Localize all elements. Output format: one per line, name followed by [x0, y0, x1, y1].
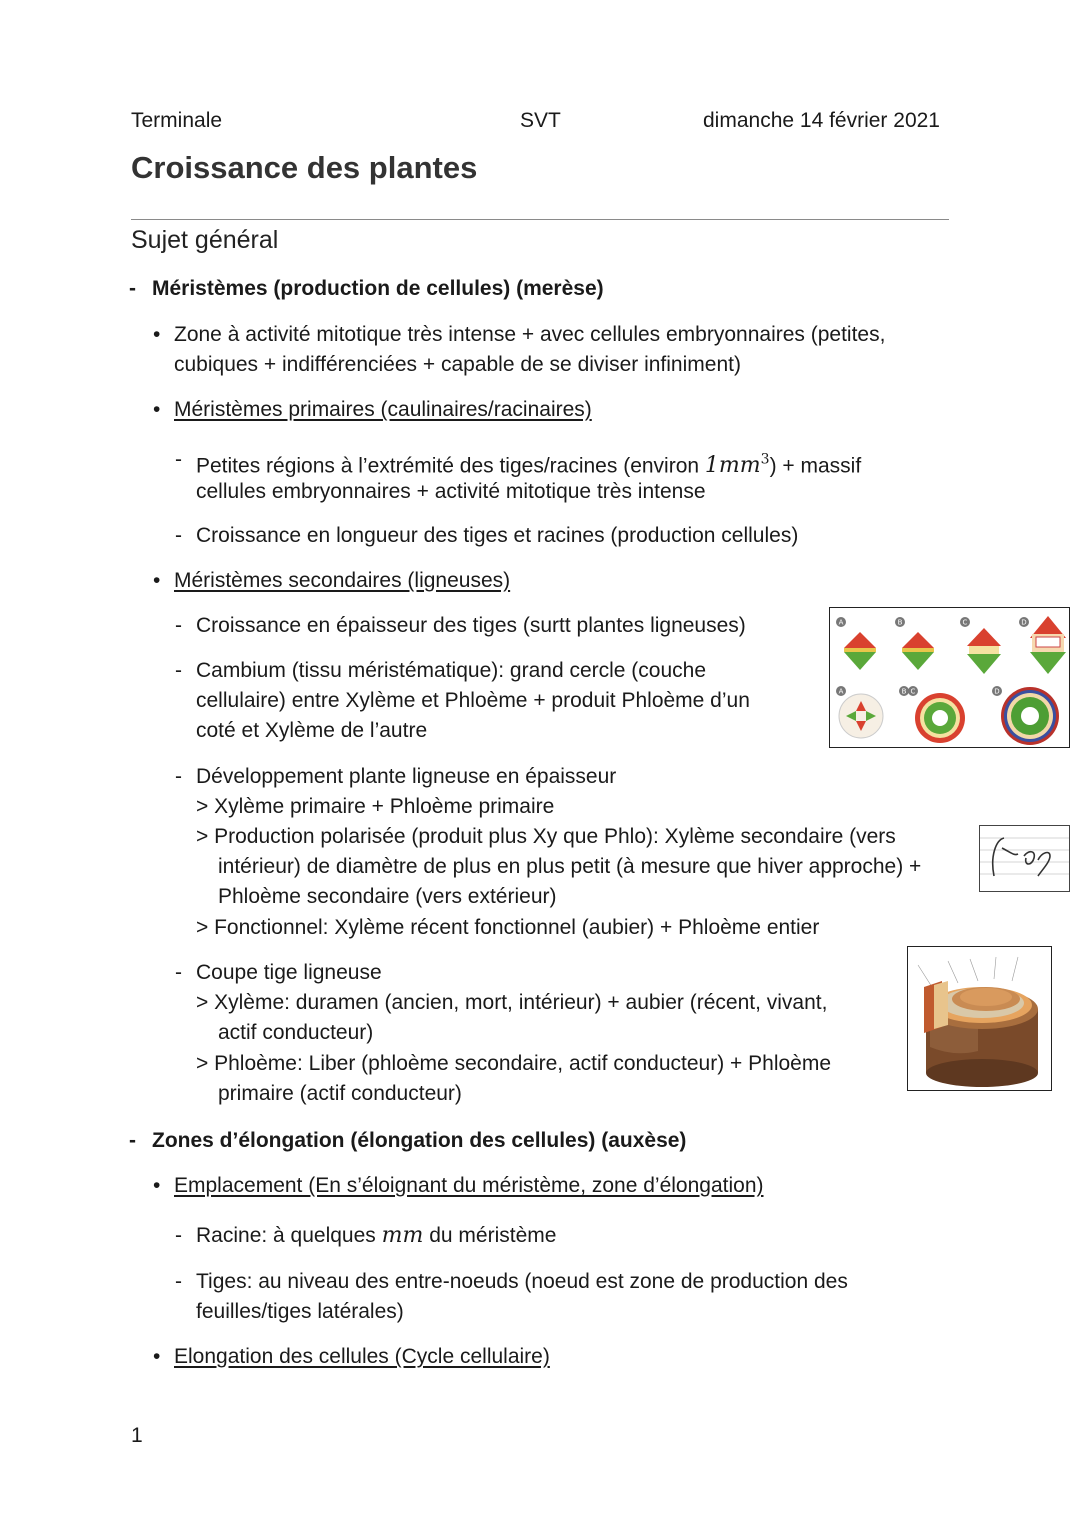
woody-stem-illustration — [908, 947, 1051, 1090]
cambium-diagram-figure — [829, 607, 1070, 748]
secondaires-item3-line2: > Xylème primaire + Phloème primaire — [196, 795, 555, 818]
primaires-item1-line2: cellules embryonnaires + activité mitotique très intense — [196, 480, 706, 503]
handwritten-signature — [980, 826, 1069, 891]
dash-marker: - — [175, 1224, 182, 1247]
emplacement-heading: Emplacement (En s’éloignant du méristème, zone d’élongation) — [174, 1174, 764, 1197]
bullet-marker: • — [153, 398, 161, 421]
bullet-marker: • — [153, 569, 161, 592]
section1-heading: Méristèmes (production de cellules) (merèse) — [152, 277, 604, 300]
signature-figure — [979, 825, 1070, 892]
emplacement-item2-line2: feuilles/tiges latérales) — [196, 1300, 404, 1323]
secondaires-item3-line4: intérieur) de diamètre de plus en plus petit (à mesure que hiver approche) + — [218, 855, 922, 878]
dash-marker: - — [175, 961, 182, 984]
secondaires-item4-line4: > Phloème: Liber (phloème secondaire, actif conducteur) + Phloème — [196, 1052, 832, 1075]
primaires-heading: Méristèmes primaires (caulinaires/racinaires) — [174, 398, 592, 421]
dash-marker: - — [175, 448, 182, 471]
woody-stem-figure — [907, 946, 1052, 1091]
emplacement-item2-line1: Tiges: au niveau des entre-noeuds (noeud est zone de production des — [196, 1270, 848, 1293]
secondaires-item4-line2: > Xylème: duramen (ancien, mort, intérieur) + aubier (récent, vivant, — [196, 991, 828, 1014]
page-number: 1 — [131, 1424, 143, 1447]
bullet-marker: • — [153, 323, 161, 346]
dash-marker: - — [175, 524, 182, 547]
primaires-item2: Croissance en longueur des tiges et racines (production cellules) — [196, 524, 799, 547]
header-date: dimanche 14 février 2021 — [703, 109, 940, 132]
diagram-label-b: B — [897, 618, 903, 627]
stem-section-diamonds — [844, 616, 1066, 674]
svg-text:A: A — [838, 687, 844, 696]
secondaires-item1: Croissance en épaisseur des tiges (surtt plantes ligneuses) — [196, 614, 746, 637]
header-class: Terminale — [131, 109, 223, 132]
secondaires-item3-line5: Phloème secondaire (vers extérieur) — [218, 885, 557, 908]
section1-bullet1-line1: Zone à activité mitotique très intense + avec cellules embryonnaires (petites, — [174, 323, 886, 346]
section1-bullet1-line2: cubiques + indifférenciées + capable de se diviser infiniment) — [174, 353, 741, 376]
secondaires-item4-line5: primaire (actif conducteur) — [218, 1082, 462, 1105]
secondaires-item2-line1: Cambium (tissu méristématique): grand cercle (couche — [196, 659, 707, 682]
secondaires-item4-line1: Coupe tige ligneuse — [196, 961, 382, 984]
math-mm: mm — [381, 1223, 424, 1248]
diagram-label-d: D — [1021, 618, 1027, 627]
diagram-label-c: C — [962, 618, 968, 627]
dash-marker: - — [175, 659, 182, 682]
svg-text:D: D — [994, 687, 1000, 696]
math-volume: $1mm^3$ — [704, 452, 770, 479]
section2-heading: Zones d’élongation (élongation des cellules) (auxèse) — [152, 1129, 687, 1152]
secondaires-item2-line2: cellulaire) entre Xylème et Phloème + produit Phloème d’un — [196, 689, 750, 712]
bullet-marker: • — [153, 1345, 161, 1368]
secondaires-item3-line6: > Fonctionnel: Xylème récent fonctionnel (aubier) + Phloème entier — [196, 916, 820, 939]
dash-marker: - — [175, 765, 182, 788]
emplacement-item1: Racine: à quelques mm du méristème — [196, 1223, 557, 1248]
elongation-heading: Elongation des cellules (Cycle cellulaire) — [174, 1345, 550, 1368]
header-subject: SVT — [520, 109, 561, 132]
secondaires-heading: Méristèmes secondaires (ligneuses) — [174, 569, 511, 592]
secondaires-item4-line3: actif conducteur) — [218, 1021, 374, 1044]
dash-marker: - — [175, 614, 182, 637]
page-title: Croissance des plantes — [131, 150, 478, 185]
dash-marker: - — [129, 277, 136, 300]
secondaires-item2-line3: coté et Xylème de l’autre — [196, 719, 428, 742]
dash-marker: - — [175, 1270, 182, 1293]
svg-text:B: B — [901, 687, 907, 696]
section-subtitle: Sujet général — [131, 226, 279, 254]
svg-text:C: C — [910, 687, 916, 696]
dash-marker: - — [129, 1129, 136, 1152]
stem-section-circles — [839, 687, 1059, 745]
title-divider — [131, 219, 949, 220]
diagram-label-a: A — [838, 618, 844, 627]
secondaires-item3-line1: Développement plante ligneuse en épaisseur — [196, 765, 617, 788]
primaires-item1-line1: Petites régions à l’extrémité des tiges/racines (environ $1mm^3$) + massif — [196, 452, 862, 479]
cambium-diagram — [830, 608, 1069, 747]
bullet-marker: • — [153, 1174, 161, 1197]
secondaires-item3-line3: > Production polarisée (produit plus Xy que Phlo): Xylème secondaire (vers — [196, 825, 896, 848]
